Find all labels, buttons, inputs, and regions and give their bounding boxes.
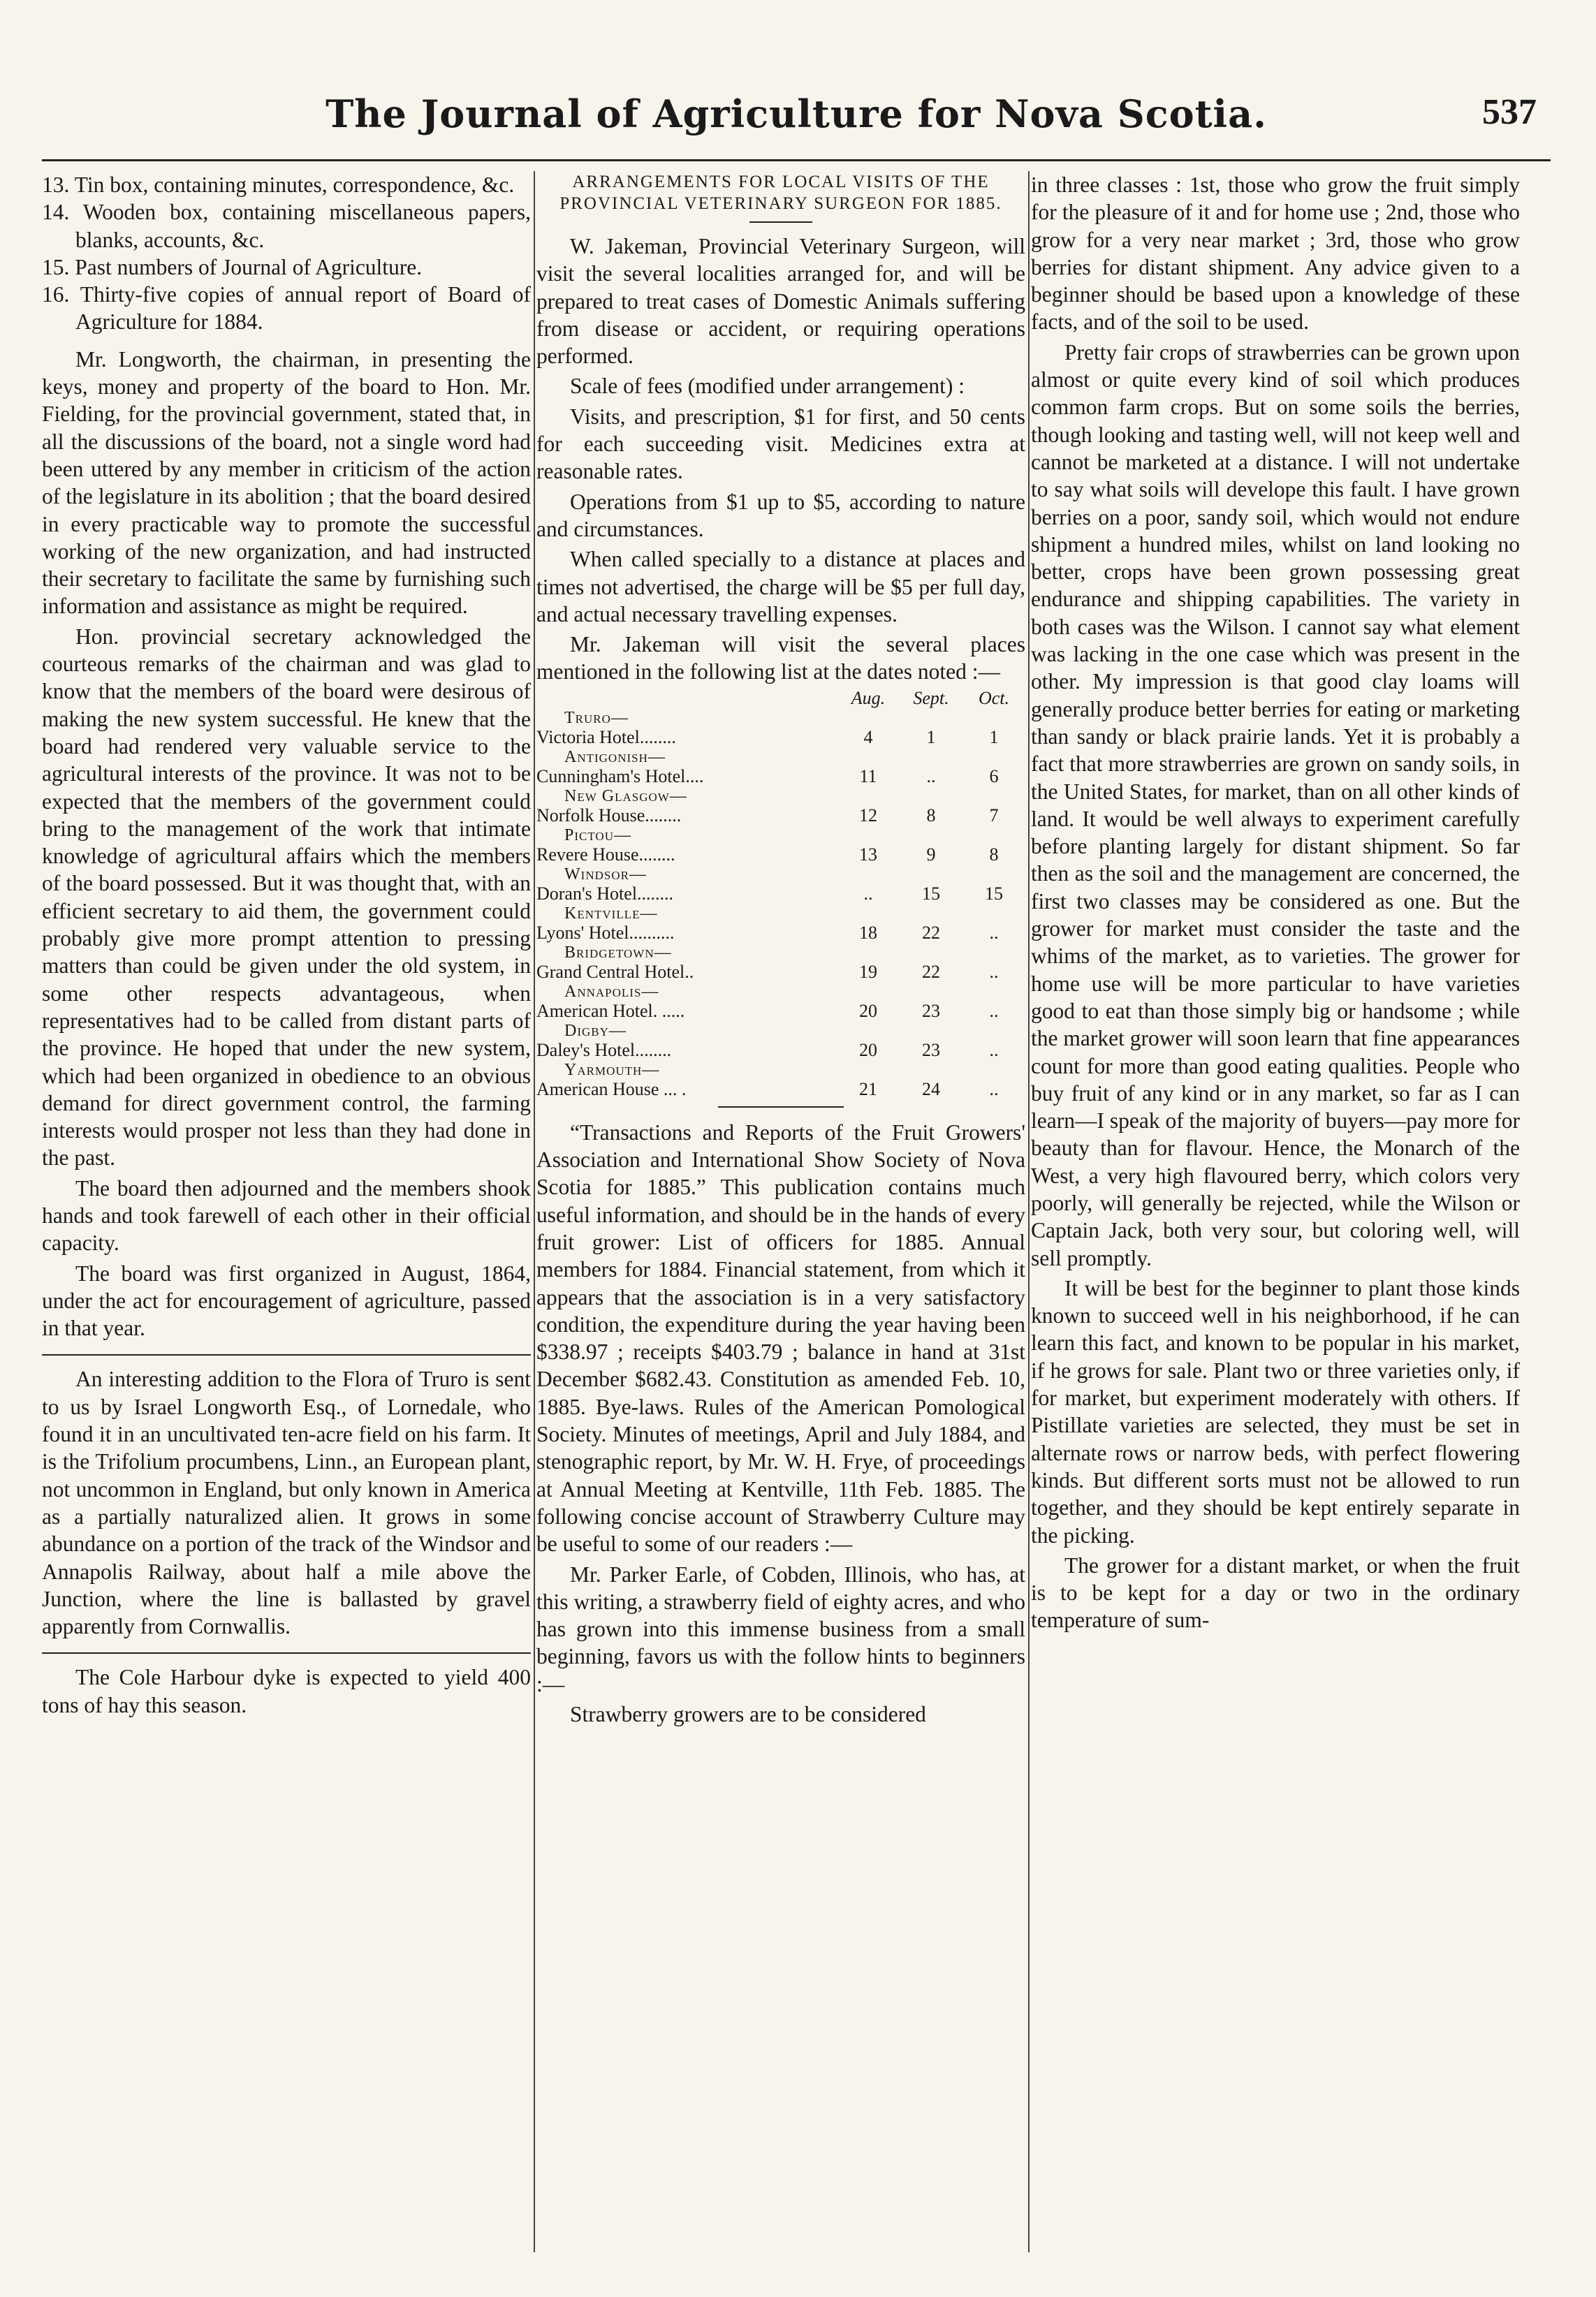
table-cell-sept: 22 <box>922 961 940 982</box>
column-divider-1 <box>534 171 535 2252</box>
list-item: 13. Tin box, containing minutes, correspondence, &c. <box>42 173 515 197</box>
table-cell-aug: 19 <box>859 961 877 982</box>
table-town-label: Annapolis— <box>564 982 659 1001</box>
paragraph: in three classes : 1st, those who grow the fruit simply for the pleasure of it and for home use ; 2nd, those who grow for a very near market ; 3rd, those who grow berries for distant shipment. Any advice given to a beginner should be based upon a knowledge of these facts, and of the soil to be used. <box>1031 173 1520 335</box>
table-cell-aug: .. <box>863 883 873 904</box>
table-cell-oct: 8 <box>989 844 999 865</box>
table-row <box>536 962 1025 982</box>
paragraph: The board was first organized in August, 1864, under the act for encouragement of agriculture, passed in that year. <box>42 1261 531 1341</box>
table-cell-sept: 9 <box>926 844 936 865</box>
paragraph: Mr. Jakeman will visit the several places mentioned in the following list at the dates noted :— <box>536 632 1025 684</box>
table-cell-oct: 7 <box>989 805 999 825</box>
table-cell-hotel: Victoria Hotel........ <box>536 727 676 747</box>
table-cell-sept: 24 <box>922 1078 940 1099</box>
table-row <box>536 806 1025 825</box>
table-row <box>536 1001 1025 1021</box>
table-row <box>536 884 1025 904</box>
journal-title: The Journal of Agriculture for Nova Scotia. <box>325 91 1267 136</box>
table-cell-aug: 18 <box>859 922 877 943</box>
table-cell-aug: 12 <box>859 805 877 825</box>
paragraph: Operations from $1 up to $5, according to nature and circumstances. <box>536 489 1025 541</box>
paragraph: When called specially to a distance at places and times not advertised, the charge will be $5 per full day, and actual necessary travelling expenses. <box>536 547 1025 626</box>
table-end-rule <box>718 1106 844 1108</box>
table-cell-oct: .. <box>989 1000 999 1021</box>
table-cell-oct: .. <box>989 922 999 943</box>
table-cell-oct: .. <box>989 961 999 982</box>
section-rule <box>42 1652 531 1654</box>
page-header <box>42 87 1551 150</box>
paragraph: The grower for a distant market, or when the fruit is to be kept for a day or two in the ordinary temperature of sum- <box>1031 1553 1520 1633</box>
table-body <box>536 708 1025 1099</box>
table-row <box>536 923 1025 943</box>
column-1 <box>42 171 531 1722</box>
table-cell-hotel: American House ... . <box>536 1079 687 1099</box>
paragraph: It will be best for the beginner to plant those kinds known to succeed well in his neighborhood, if he can learn this fact, and known to be popular in his market, if he grows for sale. Plant two or three varieties only, if for market, but experiment moderately with others. If Pistillate varieties are selected, they must be set in alternate rows or narrow beds, with perfect flowering kinds. But different sorts must not be allowed to run together, and they should be kept entirely separate in the picking. <box>1031 1275 1520 1548</box>
list-item: 15. Past numbers of Journal of Agriculture. <box>42 254 423 279</box>
table-cell-sept: 8 <box>926 805 936 825</box>
list-item: 14. Wooden box, containing miscellaneous papers, blanks, accounts, &c. <box>42 200 531 252</box>
paragraph: Pretty fair crops of strawberries can be grown upon almost or quite every kind of soil which produces common farm crops. But on some soils the berries, though looking and tasting well, will not keep well and cannot be marketed at a distance. I will not undertake to say what soils will develope this fault. I have grown berries on a poor, sandy soil, which would not endure shipment a hundred miles, whilst on land looking no better, crops have been grown possessing great endurance and shipping capabilities. The variety in both cases was the Wilson. I cannot say what element was lacking in the one case which was present in the other. My impression is that good clay loams will generally produce better berries for eating or marketing than sandy or black prairie lands. Yet it is probably a fact that more strawberries are grown on sandy soils, in the United States, for market, than on all other kinds of land. It would be well always to experiment carefully before planting largely for distant shipment. So far then as the soil and the management are concerned, the first two classes may be considered as one. But the grower for market must consider the taste and the whims of the market, as to varieties. The grower for home use will be more particular to have varieties good to eat than those simply big or handsome ; while the market grower will soon learn that fine appearances count for more than good eating qualities. People who buy fruit of any kind or in any market, so far as I can learn—I speak of the majority of buyers—pay more for beauty than for flavour. Hence, the Monarch of the West, a very high flavoured berry, which colors very poorly, will generally be rejected, while the Wilson or Captain Jack, both very sour, but coloring well, will sell promptly. <box>1031 339 1520 1270</box>
paragraph: “Transactions and Reports of the Fruit Growers' Association and International Show Society of Nova Scotia for 1885.” This publication contains much useful information, and should be in the hands of every fruit grower: List of officers for 1885. Annual members for 1884. Financial statement, from which it appears that the association is in a very satisfactory condition, the expenditure during the year having been $338.97 ; receipts $403.79 ; balance in hand at 31st December $682.43. Constitution as amended Feb. 10, 1885. Bye-laws. Rules of the American Pomological Society. Minutes of meetings, April and July 1884, and stenographic report, by Mr. W. H. Frye, of proceedings at Annual Meeting at Kentville, 11th Feb. 1885. The following concise account of Strawberry Culture may be useful to some of our readers :— <box>536 1120 1025 1557</box>
table-cell-aug: 11 <box>859 765 877 786</box>
table-town-label: Bridgetown— <box>564 943 672 962</box>
header-rule <box>42 159 1551 161</box>
section-heading: ARRANGEMENTS FOR LOCAL VISITS OF THE PROVINCIAL VETERINARY SURGEON FOR 1885. <box>559 173 1002 213</box>
table-cell-hotel: Revere House........ <box>536 844 675 865</box>
column-divider-2 <box>1028 171 1030 2252</box>
table-cell-sept: .. <box>926 765 936 786</box>
section-rule <box>42 1354 531 1356</box>
table-cell-hotel: Doran's Hotel........ <box>536 883 674 904</box>
table-cell-oct: 6 <box>989 765 999 786</box>
table-row <box>536 845 1025 865</box>
table-row <box>536 1080 1025 1099</box>
paragraph: The board then adjourned and the members shook hands and took farewell of each other in their official capacity. <box>42 1175 531 1256</box>
heading-rule <box>749 221 812 223</box>
table-town-label: Pictou— <box>564 825 631 844</box>
table-cell-hotel: Norfolk House........ <box>536 805 682 825</box>
column-3 <box>1031 171 1520 1637</box>
table-town-label: Windsor— <box>564 865 647 883</box>
table-cell-oct: .. <box>989 1039 999 1060</box>
table-cell-hotel: American Hotel. ..... <box>536 1001 685 1021</box>
table-town-label: Kentville— <box>564 904 658 923</box>
table-cell-sept: 15 <box>922 883 940 904</box>
page-number: 537 <box>1482 92 1537 132</box>
paragraph: Mr. Parker Earle, of Cobden, Illinois, who has, at this writing, a strawberry field of eighty acres, and who has grown into this immense business from a small beginning, favors us with the follow hints to beginners :— <box>536 1562 1025 1696</box>
column-header: Sept. <box>913 687 949 708</box>
paragraph: Hon. provincial secretary acknowledged the courteous remarks of the chairman and was glad to know that the members of the board were desirous of making the new system successful. He knew that the board had rendered very valuable service to the agricultural interests of the province. It was not to be expected that the members of the government could bring to the management of the work that intimate knowledge of agricultural affairs which the members of the board possessed. But it was thought that, with an efficient secretary to aid them, the government could probably give more prompt attention to pressing matters than could be given under the old system, in some other respects advantageous, when representatives had to be called from distant parts of the province. He hoped that under the new system, which had been organized in obedience to an obvious demand for direct government control, the farming interests would prosper not less than they had done in the past. <box>42 624 531 1170</box>
table-cell-aug: 20 <box>859 1000 877 1021</box>
table-town-label: Truro— <box>564 708 629 727</box>
table-cell-oct: 1 <box>989 726 999 747</box>
paragraph: Strawberry growers are to be considered <box>570 1701 926 1726</box>
table-cell-hotel: Daley's Hotel........ <box>536 1040 672 1060</box>
paragraph: The Cole Harbour dyke is expected to yield 400 tons of hay this season. <box>42 1665 531 1717</box>
table-town-label: Antigonish— <box>564 747 666 766</box>
table-cell-aug: 20 <box>859 1039 877 1060</box>
table-cell-sept: 22 <box>922 922 940 943</box>
paragraph: Mr. Longworth, the chairman, in presenting the keys, money and property of the board to Hon. Mr. Fielding, for the provincial government, stated that, in all the discussions of the board, not a single word had been uttered by any member in criticism of the action of the legislature in its abolition ; that the board desired in every practicable way to promote the successful working of the new organization, and had instructed their secretary to facilitate the same by furnishing such information and assistance as might be required. <box>42 346 531 619</box>
visit-schedule-table <box>536 689 1025 1099</box>
table-cell-sept: 1 <box>926 726 936 747</box>
table-row <box>536 1041 1025 1060</box>
table-cell-aug: 13 <box>859 844 877 865</box>
table-cell-sept: 23 <box>922 1000 940 1021</box>
column-header: Aug. <box>851 687 886 708</box>
table-town-label: New Glasgow— <box>564 786 687 805</box>
table-cell-oct: 15 <box>985 883 1003 904</box>
table-cell-aug: 4 <box>863 726 873 747</box>
table-header <box>536 689 1025 708</box>
table-cell-aug: 21 <box>859 1078 877 1099</box>
column-2 <box>536 171 1025 1731</box>
table-cell-sept: 23 <box>922 1039 940 1060</box>
table-cell-hotel: Grand Central Hotel.. <box>536 962 694 982</box>
table-row <box>536 767 1025 786</box>
table-cell-hotel: Lyons' Hotel.......... <box>536 923 675 943</box>
list-item: 16. Thirty-five copies of annual report of Board of Agriculture for 1884. <box>42 282 531 335</box>
paragraph: W. Jakeman, Provincial Veterinary Surgeon, will visit the several localities arranged for, and will be prepared to treat cases of Domestic Animals suffering from disease or accident, or requiring operations performed. <box>536 234 1025 369</box>
paragraph: Visits, and prescription, $1 for first, and 50 cents for each succeeding visit. Medicines extra at reasonable rates. <box>536 404 1025 484</box>
column-header: Oct. <box>978 687 1010 708</box>
table-row <box>536 728 1025 747</box>
paragraph: Scale of fees (modified under arrangement) : <box>570 374 965 399</box>
table-town-label: Yarmouth— <box>564 1060 660 1079</box>
table-cell-oct: .. <box>989 1078 999 1099</box>
paragraph: An interesting addition to the Flora of Truro is sent to us by Israel Longworth Esq., of Lornedale, who found it in an uncultivated ten-acre field on his farm. It is the Trifolium procumbens, Linn., an European plant, not uncommon in England, but only known in America as a partially naturalized alien. It grows in some abundance on a portion of the track of the Windsor and Annapolis Railway, about half a mile above the Junction, where the line is ballasted by gravel apparently from Cornwallis. <box>42 1367 531 1639</box>
table-town-label: Digby— <box>564 1021 627 1040</box>
table-cell-hotel: Cunningham's Hotel.... <box>536 766 704 786</box>
